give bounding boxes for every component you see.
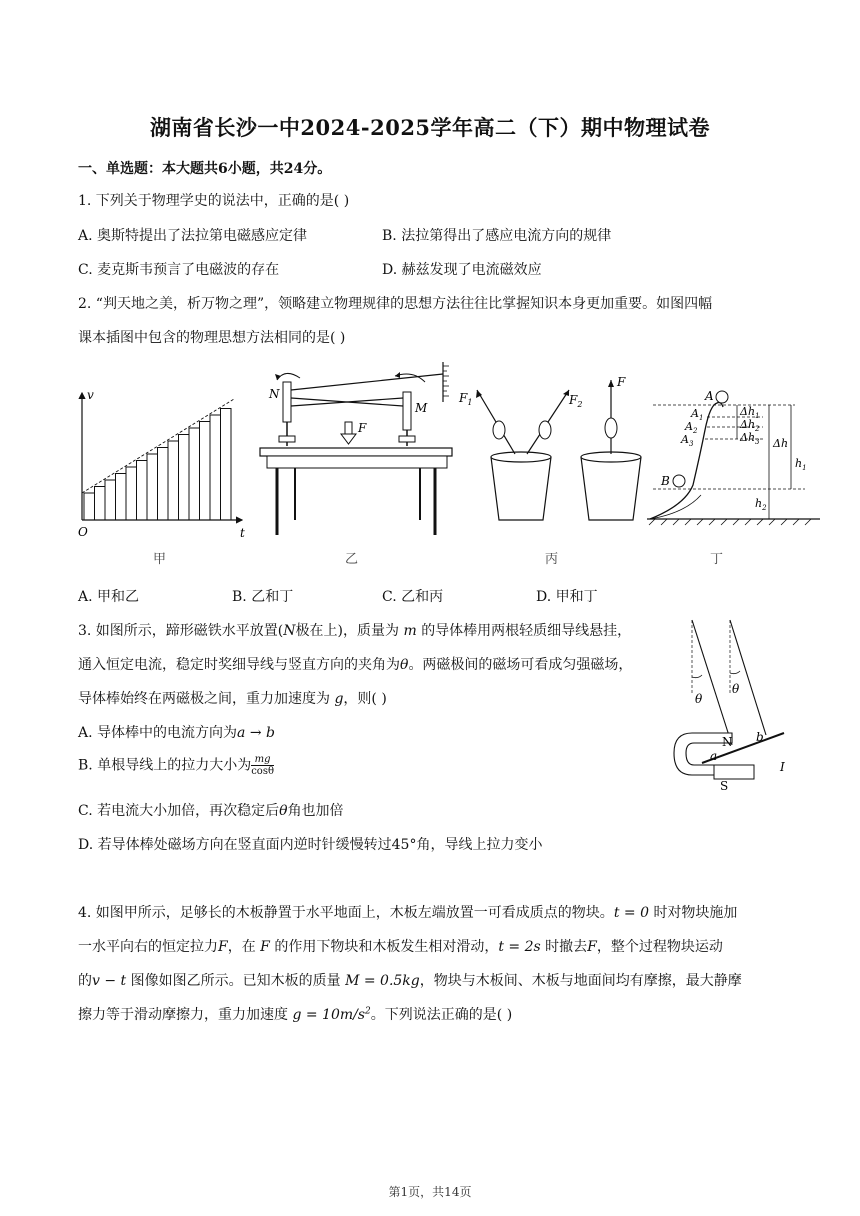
staircase-bar bbox=[147, 454, 158, 520]
label-F-right: F bbox=[617, 375, 626, 389]
label-A3: $A_3$ bbox=[681, 433, 694, 448]
figure-ding-slope-heights bbox=[645, 385, 825, 535]
q4-stem-line3: 的v − t 图像如图乙所示。已知木板的质量 M = 0.5kg，物块与木板间、木板与地面间均有摩擦，最大静摩 bbox=[78, 973, 742, 989]
label-F1: $F_1$ bbox=[459, 391, 473, 407]
label-A: A bbox=[705, 389, 714, 403]
label-N: N bbox=[269, 387, 280, 401]
staircase-bar bbox=[168, 441, 179, 520]
label-h2: $h_2$ bbox=[755, 497, 767, 512]
q3-option-d: D. 若导体棒处磁场方向在竖直面内逆时针缓慢转过45°角，导线上拉力变小 bbox=[78, 837, 543, 853]
q3-label-I: I bbox=[780, 760, 785, 774]
section-heading: 一、单选题：本大题共6小题，共24分。 bbox=[78, 161, 332, 177]
q4-stem-line2: 一水平向右的恒定拉力F，在 F 的作用下物块和木板发生相对滑动，t = 2s 时撤去F，整个过程物块运动 bbox=[78, 939, 723, 955]
q3-stem-line2: 通入恒定电流，稳定时奖细导线与竖直方向的夹角为θ。两磁极间的磁场可看成匀强磁场， bbox=[78, 657, 633, 673]
q1-option-b: B. 法拉第得出了感应电流方向的规律 bbox=[382, 228, 612, 244]
label-dh3: $\Delta h_3$ bbox=[740, 431, 760, 446]
label-F2: $F_2$ bbox=[569, 393, 583, 409]
q4-stem-line1: 4. 如图甲所示，足够长的木板静置于水平地面上，木板左端放置一可看成质点的物块。t = 0 时对物块施加 bbox=[78, 905, 738, 921]
axis-label-t: t bbox=[240, 526, 245, 540]
label-F: F bbox=[358, 421, 367, 435]
q3-option-c: C. 若电流大小加倍，再次稳定后θ角也加倍 bbox=[78, 803, 344, 819]
label-B: B bbox=[661, 474, 670, 488]
q3-label-theta1: θ bbox=[695, 692, 703, 706]
q3-label-a: a bbox=[710, 749, 718, 763]
caption-bing: 丙 bbox=[545, 552, 559, 567]
staircase-bar bbox=[137, 461, 148, 521]
q2-option-c: C. 乙和丙 bbox=[382, 589, 444, 605]
q1-option-d: D. 赫兹发现了电流磁效应 bbox=[382, 262, 542, 278]
q3-option-b: B. 单根导线上的拉力大小为 $\frac{mg}{\cos\theta}$ bbox=[78, 754, 274, 777]
staircase-bar bbox=[126, 467, 137, 520]
staircase-bar bbox=[158, 448, 169, 521]
staircase-bar bbox=[84, 493, 95, 520]
q2-stem-line2: 课本插图中包含的物理思想方法相同的是( ) bbox=[78, 330, 346, 346]
q3-label-N: N bbox=[722, 735, 733, 749]
q3-label-S: S bbox=[720, 779, 729, 793]
q2-option-b: B. 乙和丁 bbox=[232, 589, 294, 605]
q2-option-d: D. 甲和丁 bbox=[536, 589, 598, 605]
figure-yi-mirror-table bbox=[255, 360, 455, 545]
q1-option-a: A. 奥斯特提出了法拉第电磁感应定律 bbox=[78, 228, 308, 244]
q2-option-a: A. 甲和乙 bbox=[78, 589, 140, 605]
staircase-bar bbox=[116, 474, 127, 521]
q3-label-theta2: θ bbox=[732, 682, 740, 696]
staircase-bar bbox=[189, 428, 200, 520]
q1-option-c: C. 麦克斯韦预言了电磁波的存在 bbox=[78, 262, 280, 278]
figure-jia-staircase bbox=[72, 385, 252, 540]
caption-ding: 丁 bbox=[710, 552, 724, 567]
q3-label-b: b bbox=[756, 730, 764, 744]
label-dh1: $\Delta h_1$ bbox=[740, 405, 760, 420]
q3-stem-line1: 3. 如图所示，蹄形磁铁水平放置(N极在上)，质量为 m 的导体棒用两根轻质细导线悬挂， bbox=[78, 623, 632, 639]
caption-jia: 甲 bbox=[153, 552, 167, 567]
label-dh2: $\Delta h_2$ bbox=[740, 418, 760, 433]
q2-stem-line1: 2. “判天地之美，析万物之理”，领略建立物理规律的思想方法往往比掌握知识本身更加重要。如图四幅 bbox=[78, 296, 713, 312]
page-title: 湖南省长沙一中2024-2025学年高二（下）期中物理试卷 bbox=[149, 115, 711, 140]
staircase-bar bbox=[179, 435, 190, 521]
figure-bing-force-buckets bbox=[455, 372, 645, 527]
label-A1: $A_1$ bbox=[691, 407, 704, 422]
staircase-bar bbox=[210, 415, 221, 520]
q4-stem-line4: 擦力等于滑动摩擦力，重力加速度 $g = 10m/s^2$。下列说法正确的是( ) bbox=[78, 1006, 513, 1023]
caption-yi: 乙 bbox=[345, 552, 359, 567]
label-dh: Δh bbox=[773, 437, 789, 450]
q3-option-a: A. 导体棒中的电流方向为a → b bbox=[78, 725, 275, 741]
staircase-bar bbox=[105, 480, 116, 520]
label-h1: $h_1$ bbox=[795, 457, 807, 472]
label-M: M bbox=[415, 401, 428, 415]
label-A2: $A_2$ bbox=[685, 420, 698, 435]
origin-label: O bbox=[78, 525, 88, 539]
figure-q3-magnet bbox=[662, 615, 792, 795]
page-footer: 第1页，共14页 bbox=[388, 1185, 472, 1199]
q1-stem: 1. 下列关于物理学史的说法中，正确的是( ) bbox=[78, 193, 350, 209]
q3-stem-line3: 导体棒始终在两磁极之间，重力加速度为 g，则( ) bbox=[78, 691, 387, 707]
staircase-bar bbox=[221, 409, 232, 521]
staircase-bar bbox=[200, 422, 211, 521]
axis-label-v: v bbox=[87, 388, 94, 402]
staircase-bar bbox=[95, 487, 106, 521]
